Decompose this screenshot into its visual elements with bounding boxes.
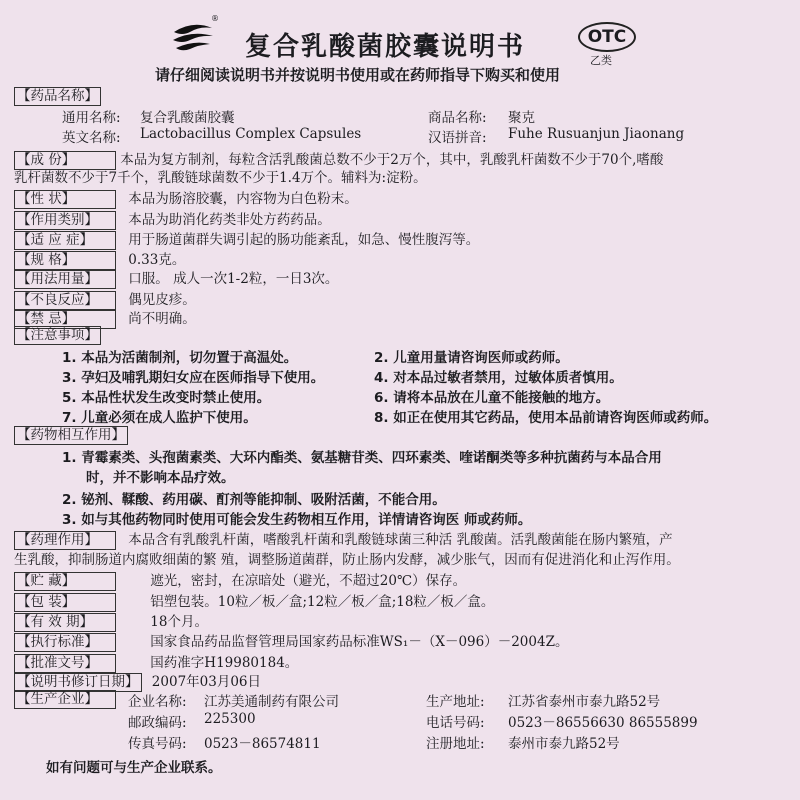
interactions-section [14, 426, 128, 445]
section-label: 【药物相互作用】 [14, 426, 128, 445]
indications-section [14, 228, 479, 250]
fax-label: 传真号码: [128, 736, 187, 752]
interaction-item2: 2. 铋剂、鞣酸、药用碳、酊剂等能抑制、吸附活菌，不能合用。 [62, 492, 446, 508]
precaution-item: 1. 本品为活菌制剂，切勿置于高温处。 [62, 350, 298, 366]
precaution-item: 7. 儿童必须在成人监护下使用。 [62, 410, 257, 426]
section-label: 【注意事项】 [14, 326, 101, 345]
section-value: 口服。 成人一次1-2粒，一日3次。 [128, 271, 339, 287]
postcode-label: 邮政编码: [128, 715, 187, 731]
drug-name-section [14, 87, 101, 106]
company-name-value: 江苏美通制药有限公司 [204, 694, 339, 710]
section-label: 【说明书修订日期】 [14, 673, 142, 692]
section-value: 国家食品药品监督管理局国家药品标准WS₁－（X－096）－2004Z。 [150, 634, 569, 650]
fax-value: 0523－86574811 [204, 736, 321, 752]
registered-address-value: 泰州市泰九路52号 [508, 736, 620, 752]
document-title: 复合乳酸菌胶囊说明书 [245, 32, 526, 62]
trade-name-label: 商品名称: [428, 110, 487, 126]
section-value: 用于肠道菌群失调引起的肠功能紊乱，如急、慢性腹泻等。 [128, 232, 480, 248]
section-label: 【生产企业】 [14, 690, 116, 709]
section-label: 【药品名称】 [14, 87, 101, 106]
company-name-label: 企业名称: [128, 694, 187, 710]
generic-name-value: 复合乳酸菌胶囊 [140, 110, 235, 126]
storage-section [14, 569, 466, 591]
section-value: 18个月。 [150, 614, 208, 630]
package-section [14, 590, 494, 612]
revision-section [14, 670, 261, 692]
section-label: 【药理作用】 [14, 531, 116, 550]
trade-name-value: 聚克 [508, 110, 535, 126]
otc-category: 乙类 [590, 54, 612, 67]
header [0, 0, 800, 100]
english-name-value: Lactobacillus Complex Capsules [140, 126, 362, 142]
section-label: 【不良反应】 [14, 291, 116, 310]
section-value: 2007年03月06日 [151, 674, 262, 690]
section-value: 本品为肠溶胶囊，内容物为白色粉末。 [128, 191, 358, 207]
composition-line2: 乳杆菌数不少于7千个，乳酸链球菌数不少于1.4万个。辅料为:淀粉。 [14, 170, 427, 186]
section-label: 【规 格】 [14, 251, 116, 270]
precaution-item: 4. 对本品过敏者禁用，过敏体质者慎用。 [374, 370, 623, 386]
interaction-item1-line1: 1. 青霉素类、头孢菌素类、大环内酯类、氨基糖苷类、四环素类、喹诺酮类等多种抗菌药与本品合用 [62, 450, 662, 466]
interaction-item3: 3. 如与其他药物同时使用可能会发生药物相互作用，详情请咨询医 师或药师。 [62, 512, 532, 528]
pharmacology-line2: 生乳酸，抑制肠道内腐败细菌的繁 殖，调整肠道菌群，防止肠内发酵，减少胀气，因而有促进消化和止泻作用。 [14, 552, 680, 568]
otc-badge: OTC [578, 22, 636, 52]
production-address-label: 生产地址: [426, 694, 485, 710]
section-label: 【用法用量】 [14, 270, 116, 289]
english-name-label: 英文名称: [62, 130, 121, 146]
composition-line1: 本品为复方制剂，每粒含活乳酸菌总数不少于2万个，其中，乳酸乳杆菌数不少于70个,嗜酸 [120, 152, 664, 168]
section-label: 【作用类别】 [14, 211, 116, 230]
section-value: 本品为助消化药类非处方药药品。 [128, 212, 331, 228]
section-label: 【有 效 期】 [14, 613, 116, 632]
validity-section [14, 610, 208, 632]
section-value: 遮光，密封，在凉暗处（避光，不超过20℃）保存。 [150, 573, 467, 589]
precaution-item: 6. 请将本品放在儿童不能接触的地方。 [374, 390, 610, 406]
section-label: 【批准文号】 [14, 654, 116, 673]
registered-mark: ® [211, 14, 219, 23]
section-value: 偶见皮疹。 [128, 292, 196, 308]
section-label: 【成 份】 [14, 151, 116, 170]
pinyin-value: Fuhe Rusuanjun Jiaonang [508, 126, 685, 142]
precaution-item: 5. 本品性状发生改变时禁止使用。 [62, 390, 271, 406]
phone-label: 电话号码: [426, 715, 485, 731]
section-label: 【适 应 症】 [14, 231, 116, 250]
pinyin-label: 汉语拼音: [428, 130, 487, 146]
interaction-item1-line2: 时，并不影响本品疗效。 [86, 470, 235, 486]
section-label: 【禁 忌】 [14, 310, 116, 329]
section-label: 【贮 藏】 [14, 572, 116, 591]
precaution-item: 3. 孕妇及哺乳期妇女应在医师指导下使用。 [62, 370, 325, 386]
production-address-value: 江苏省泰州市泰九路52号 [508, 694, 661, 710]
precaution-item: 2. 儿童用量请咨询医师或药师。 [374, 350, 569, 366]
category-section [14, 208, 331, 230]
section-value: 0.33克。 [128, 252, 186, 268]
section-label: 【执行标准】 [14, 633, 116, 652]
registered-address-label: 注册地址: [426, 736, 485, 752]
section-value: 铝塑包装。10粒／板／盒;12粒／板／盒;18粒／板／盒。 [150, 594, 495, 610]
footer-note: 如有问题可与生产企业联系。 [46, 760, 222, 776]
document-subtitle: 请仔细阅读说明书并按说明书使用或在药师指导下购买和使用 [155, 66, 561, 84]
generic-name-label: 通用名称: [62, 110, 121, 126]
standard-section [14, 630, 568, 652]
precautions-section [14, 326, 101, 345]
pharmacology-line1: 本品含有乳酸乳杆菌，嗜酸乳杆菌和乳酸链球菌三种活 乳酸菌。活乳酸菌能在肠内繁殖，产 [128, 532, 673, 548]
postcode-value: 225300 [204, 711, 256, 727]
pharmacology-section [14, 528, 673, 550]
section-value: 尚不明确。 [128, 311, 196, 327]
section-label: 【包 装】 [14, 593, 116, 612]
dosage-section [14, 267, 338, 289]
manufacturer-section [14, 690, 116, 709]
precaution-item: 8. 如正在使用其它药品，使用本品前请咨询医师或药师。 [374, 410, 718, 426]
section-label: 【性 状】 [14, 190, 116, 209]
company-logo-icon [170, 18, 216, 58]
phone-value: 0523－86556630 86555899 [508, 715, 698, 731]
section-value: 国药准字H19980184。 [150, 655, 299, 671]
properties-section [14, 187, 358, 209]
